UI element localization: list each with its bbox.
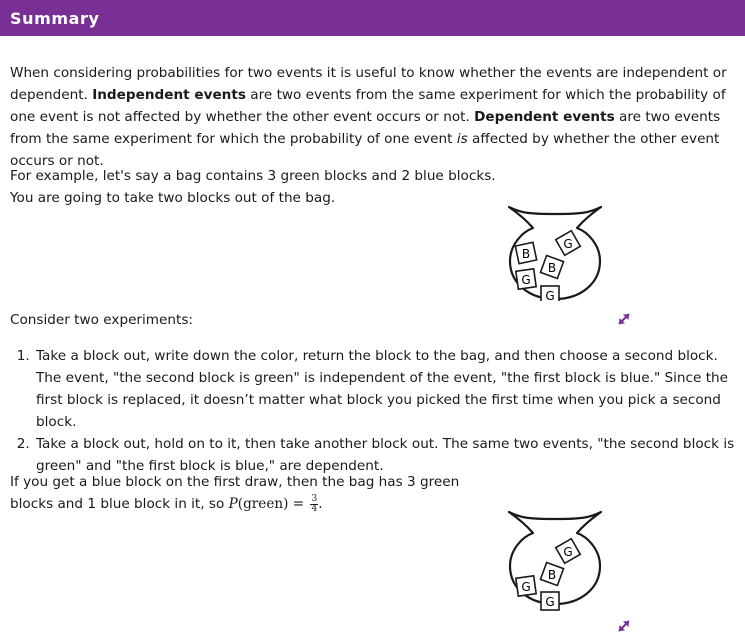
block-green-3 [541,592,559,610]
block-label: B [547,261,557,275]
block-label: G [521,273,531,287]
expand-image-button-2[interactable] [616,618,632,641]
fraction-denominator: 4 [311,504,318,514]
independent-events-term: Independent events [92,87,246,103]
intro-paragraph [10,62,735,172]
block-label: B [521,247,531,261]
bag-image-five-blocks [505,201,605,308]
block-label: G [563,237,573,251]
intro-emphasis: is [456,131,468,147]
math-equals: = [288,496,309,512]
blue-first-text: If you get a blue block on the first draw, then the bag has 3 green blocks and 1 blue block in it, so [10,474,460,512]
consider-paragraph: Consider two experiments: [10,312,194,328]
summary-title: Summary [10,8,100,28]
block-green-2 [516,576,536,596]
block-label: B [547,568,557,582]
block-green-3 [541,286,559,301]
math-period: . [318,496,323,512]
list-item: 2. Take a block out, hold on to it, then take another block out. The same two events, "the second block is green" and "the first block is blue," are dependent. [34,433,739,477]
summary-header [0,0,745,36]
bag-image-four-blocks [505,506,605,623]
block-label: G [545,289,555,301]
intro-text-2: are two events from the same experiment for which the probability of one event is not affected by whether the other event occurs or not. [10,87,726,125]
experiments-list [10,345,739,477]
dependent-events-term: Dependent events [474,109,615,125]
block-label: G [521,580,531,594]
bag-four-blocks-svg [505,506,605,616]
list-item: 1. Take a block out, write down the color, return the block to the bag, and then choose a second block. The event, "the second block is green" is independent of the event, "the first block is blue." Since the first block is replaced, it doesn’t matter what block you picked the first time when you pick a second block. [34,345,739,433]
expand-arrows-icon[interactable] [616,311,632,327]
block-label: G [563,545,573,559]
intro-text-1: When considering probabilities for two events it is useful to know whether the events are independent or dependent. [10,65,727,103]
math-argument: (green) [237,496,289,512]
expand-image-button-1[interactable] [616,311,632,334]
block-label: G [545,595,555,609]
block-green-2 [516,269,536,289]
block-blue-1 [515,242,536,263]
example-paragraph: For example, let's say a bag contains 3 green blocks and 2 blue blocks. You are going to take two blocks out of the bag. [10,168,496,206]
math-p: P [228,496,238,512]
expand-arrows-icon[interactable] [616,618,632,634]
bag-five-blocks-svg [505,201,605,301]
probability-expression [229,496,323,512]
blue-first-paragraph [10,471,495,515]
intro-text-4: affected by whether the other event occurs or not. [10,131,720,169]
fraction-numerator: 3 [311,494,318,504]
intro-text-3: are two events from the same experiment for which the probability of one event [10,109,721,147]
